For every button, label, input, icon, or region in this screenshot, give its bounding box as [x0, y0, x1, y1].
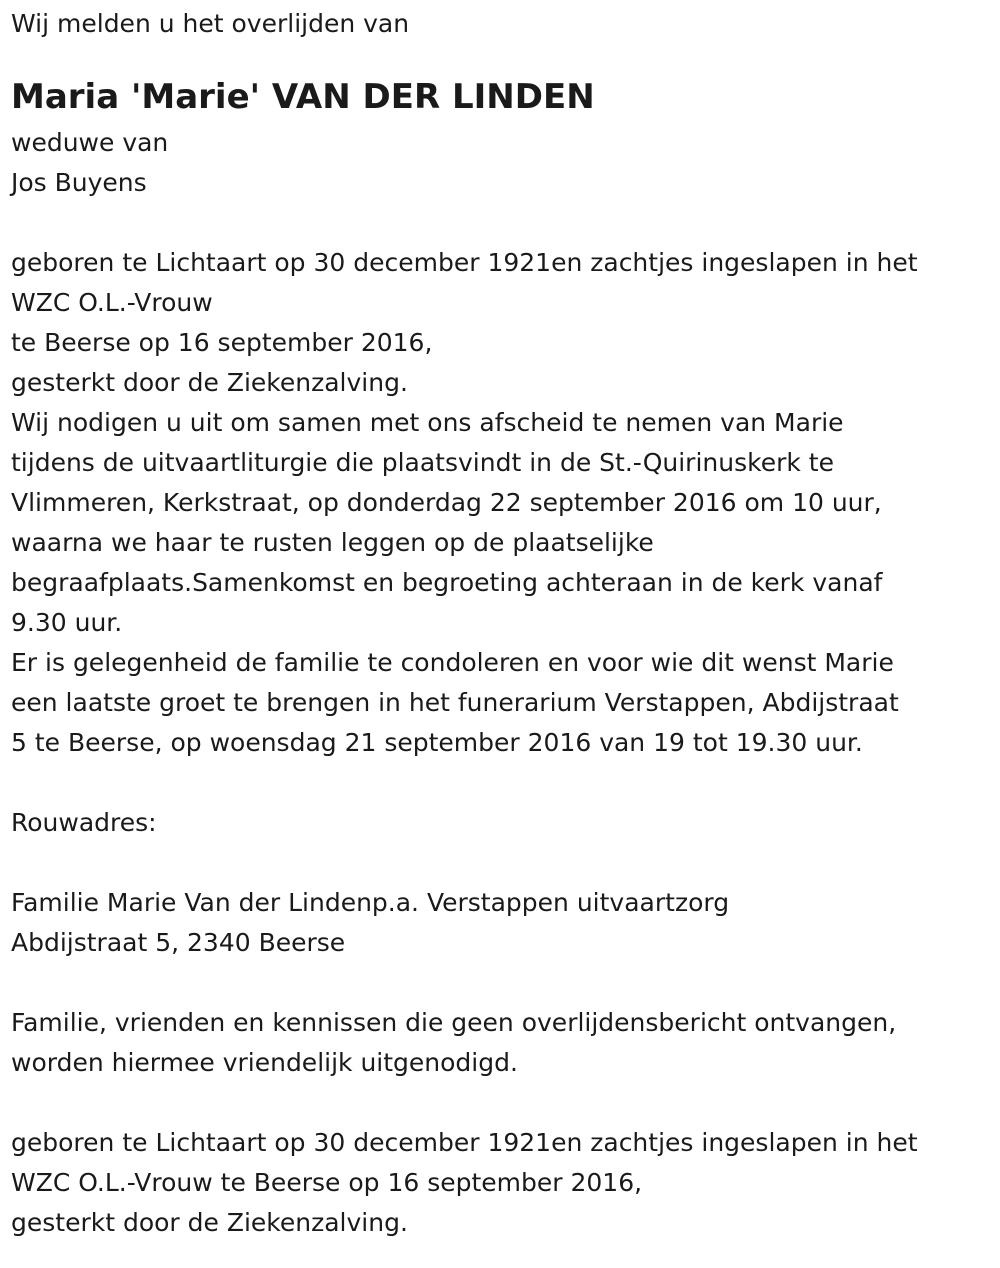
body-line: WZC O.L.-Vrouw — [11, 288, 213, 317]
body-line: begraafplaats.Samenkomst en begroeting achteraan in de kerk vanaf — [11, 568, 883, 597]
body-line: een laatste groet te brengen in het funerarium Verstappen, Abdijstraat — [11, 688, 899, 717]
spacer — [11, 963, 986, 1003]
mourning-address — [11, 883, 986, 963]
relation-text: weduwe van — [11, 128, 169, 157]
rouwadres-label: Rouwadres: — [11, 808, 157, 837]
spacer — [11, 1083, 986, 1123]
repeat-line: WZC O.L.-Vrouw te Beerse op 16 september 2016, — [11, 1168, 643, 1197]
body-line: waarna we haar te rusten leggen op de plaatselijke — [11, 528, 654, 557]
death-announcement — [11, 0, 986, 1243]
body-line: tijdens de uitvaartliturgie die plaatsvindt in de St.-Quirinuskerk te — [11, 448, 834, 477]
invitation-notice — [11, 1003, 986, 1083]
intro-text: Wij melden u het overlijden van — [11, 9, 410, 38]
repeat-line: gesterkt door de Ziekenzalving. — [11, 1208, 408, 1237]
body-line: Vlimmeren, Kerkstraat, op donderdag 22 september 2016 om 10 uur, — [11, 488, 882, 517]
deceased-name: Maria 'Marie' VAN DER LINDEN — [11, 77, 595, 117]
address-line: Familie Marie Van der Lindenp.a. Verstappen uitvaartzorg — [11, 888, 730, 917]
spacer — [11, 763, 986, 803]
repeat-line: geboren te Lichtaart op 30 december 1921en zachtjes ingeslapen in het — [11, 1128, 918, 1157]
body-line: Wij nodigen u uit om samen met ons afscheid te nemen van Marie — [11, 408, 844, 437]
body-line: 5 te Beerse, op woensdag 21 september 2016 van 19 tot 19.30 uur. — [11, 728, 863, 757]
spouse-name: Jos Buyens — [11, 168, 147, 197]
spacer — [11, 843, 986, 883]
body-line: 9.30 uur. — [11, 608, 123, 637]
repeat-notice — [11, 1123, 986, 1243]
invitation-line: worden hiermee vriendelijk uitgenodigd. — [11, 1048, 518, 1077]
body-line: Er is gelegenheid de familie te condoleren en voor wie dit wenst Marie — [11, 648, 894, 677]
invitation-line: Familie, vrienden en kennissen die geen overlijdensbericht ontvangen, — [11, 1008, 897, 1037]
address-line: Abdijstraat 5, 2340 Beerse — [11, 928, 346, 957]
body-line: te Beerse op 16 september 2016, — [11, 328, 433, 357]
body-line: geboren te Lichtaart op 30 december 1921en zachtjes ingeslapen in het — [11, 248, 918, 277]
spacer — [11, 203, 986, 243]
body-line: gesterkt door de Ziekenzalving. — [11, 368, 408, 397]
announcement-body — [11, 243, 986, 763]
